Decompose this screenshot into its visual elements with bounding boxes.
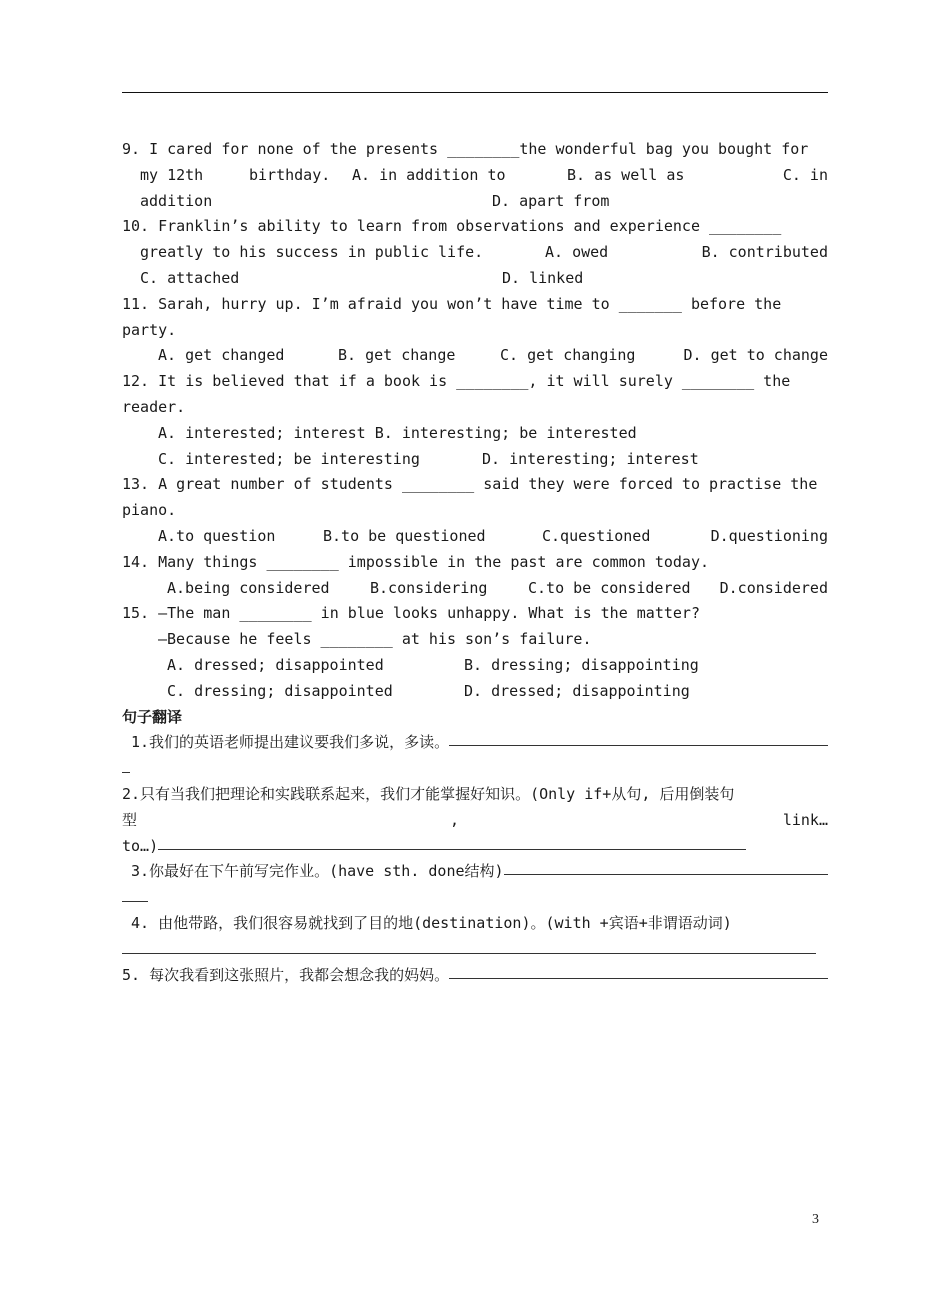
question-9-option-c: C. in: [782, 165, 828, 184]
translation-item-5: [122, 963, 828, 989]
translation-3-answer-blank[interactable]: [504, 859, 828, 875]
translation-2-answer-blank[interactable]: [158, 834, 746, 850]
question-10-option-c: C. attached: [140, 268, 240, 287]
question-10-line-2: [122, 240, 828, 266]
question-15-stem: 15. —The man ________ in blue looks unhappy. What is the matter?: [122, 604, 700, 623]
question-10-option-d: D. linked: [502, 268, 584, 287]
question-14-option-b: B.considering: [370, 578, 488, 597]
question-9-stem-cont-2: birthday.: [249, 165, 331, 184]
question-12-option-d: D. interesting; interest: [482, 449, 699, 468]
question-9-option-d: D. apart from: [492, 191, 610, 210]
question-13-option-b: B.to be questioned: [323, 526, 486, 545]
question-13-options: [122, 524, 828, 550]
question-15-option-a: A. dressed; disappointed: [167, 655, 384, 674]
translation-item-2-line-3: [122, 834, 828, 860]
translation-item-3-overflow: [122, 885, 828, 911]
translation-item-1-overflow: [122, 756, 828, 782]
question-15-options-2: [122, 679, 828, 705]
translation-2-prompt-link: link…: [782, 810, 828, 829]
question-15-stem-cont: —Because he feels ________ at his son’s failure.: [158, 630, 592, 649]
question-15-option-c: C. dressing; disappointed: [167, 681, 393, 700]
question-12-options-a-b: A. interested; interest B. interesting; be interested: [158, 423, 637, 442]
question-11-line-2: [122, 318, 828, 344]
translation-item-1: [122, 730, 828, 756]
question-13-stem-cont: piano.: [122, 501, 177, 520]
question-10-option-b: B. contributed: [701, 243, 828, 262]
question-9-line-1: [122, 137, 828, 163]
question-13-line-2: [122, 498, 828, 524]
question-13-option-c: C.questioned: [542, 526, 651, 545]
translation-item-4: [122, 911, 828, 937]
translation-2-prompt-end: to…): [122, 836, 159, 855]
question-15-option-b: B. dressing; disappointing: [464, 655, 699, 674]
question-13-stem: 13. A great number of students ________ said they were forced to practise the: [122, 475, 818, 494]
question-15-options-1: [122, 653, 828, 679]
question-9-option-c-cont: addition: [140, 191, 213, 210]
question-14-option-d: D.considered: [719, 578, 828, 597]
translation-1-answer-blank-cont[interactable]: [122, 757, 130, 773]
question-14-stem: 14. Many things ________ impossible in the past are common today.: [122, 552, 709, 571]
question-11-stem: 11. Sarah, hurry up. I’m afraid you won’t have time to _______ before the: [122, 294, 782, 313]
translation-2-prompt: 2.只有当我们把理论和实践联系起来，我们才能掌握好知识。(Only if+从句, 后用倒装句: [122, 784, 735, 803]
question-9-option-a: A. in addition to: [352, 165, 506, 184]
translation-item-3: [122, 859, 828, 885]
question-14-option-c: C.to be considered: [528, 578, 691, 597]
question-9-line-2: [122, 163, 828, 189]
question-13-line-1: [122, 472, 828, 498]
question-15-line-2: [122, 627, 828, 653]
translation-1-prompt: 1.我们的英语老师提出建议要我们多说，多读。: [131, 733, 450, 752]
question-10-stem: 10. Franklin’s ability to learn from observations and experience ________: [122, 217, 782, 236]
question-14-line-1: [122, 550, 828, 576]
question-11-options: [122, 343, 828, 369]
translation-2-prompt-cont: 型: [122, 810, 138, 829]
question-13-option-d: D.questioning: [710, 526, 828, 545]
question-12-line-1: [122, 369, 828, 395]
question-11-option-c: C. get changing: [500, 346, 636, 365]
question-11-line-1: [122, 292, 828, 318]
question-15-line-1: [122, 601, 828, 627]
question-12-line-2: [122, 395, 828, 421]
question-9-line-3: [122, 189, 828, 215]
question-9-option-b: B. as well as: [567, 165, 685, 184]
question-12-options-1: [122, 421, 828, 447]
question-9-stem-cont: my 12th: [140, 165, 204, 184]
translation-5-answer-blank[interactable]: [449, 963, 828, 979]
translation-3-prompt: 3.你最好在下午前写完作业。(have sth. done结构): [131, 862, 504, 881]
translation-3-answer-blank-cont[interactable]: [122, 886, 148, 902]
question-10-option-a: A. owed: [545, 243, 609, 262]
question-14-options: [122, 576, 828, 602]
question-11-option-d: D. get to change: [683, 346, 828, 365]
question-11-option-b: B. get change: [338, 346, 456, 365]
worksheet-body: [122, 137, 828, 988]
question-9-stem: 9. I cared for none of the presents ________the wonderful bag you bought for: [122, 140, 809, 158]
question-12-options-2: [122, 447, 828, 473]
question-15-option-d: D. dressed; disappointing: [464, 681, 690, 700]
question-10-stem-cont: greatly to his success in public life.: [140, 243, 484, 262]
translation-item-4-answer: [122, 937, 828, 963]
question-13-option-a: A.to question: [158, 526, 276, 545]
translation-2-prompt-comma: ,: [450, 810, 460, 829]
translation-5-prompt: 5. 每次我看到这张照片，我都会想念我的妈妈。: [122, 965, 450, 984]
question-11-option-a: A. get changed: [158, 346, 285, 365]
question-14-option-a: A.being considered: [167, 578, 330, 597]
page-number: 3: [812, 1212, 819, 1227]
question-12-option-c: C. interested; be interesting: [158, 449, 420, 468]
translation-4-answer-blank[interactable]: [122, 938, 816, 954]
question-10-line-1: [122, 214, 828, 240]
translation-1-answer-blank[interactable]: [449, 730, 828, 746]
question-12-stem-cont: reader.: [122, 397, 186, 416]
translation-4-prompt: 4. 由他带路，我们很容易就找到了目的地(destination)。(with +宾语+非谓语动词): [131, 913, 732, 932]
translation-item-2-line-1: [122, 782, 828, 808]
translation-item-2-line-2: [122, 808, 828, 834]
question-12-stem: 12. It is believed that if a book is ________, it will surely ________ the: [122, 372, 791, 391]
question-10-line-3: [122, 266, 828, 292]
translation-heading: 句子翻译: [122, 707, 183, 726]
question-11-stem-cont: party.: [122, 320, 177, 339]
header-rule: [122, 92, 828, 93]
